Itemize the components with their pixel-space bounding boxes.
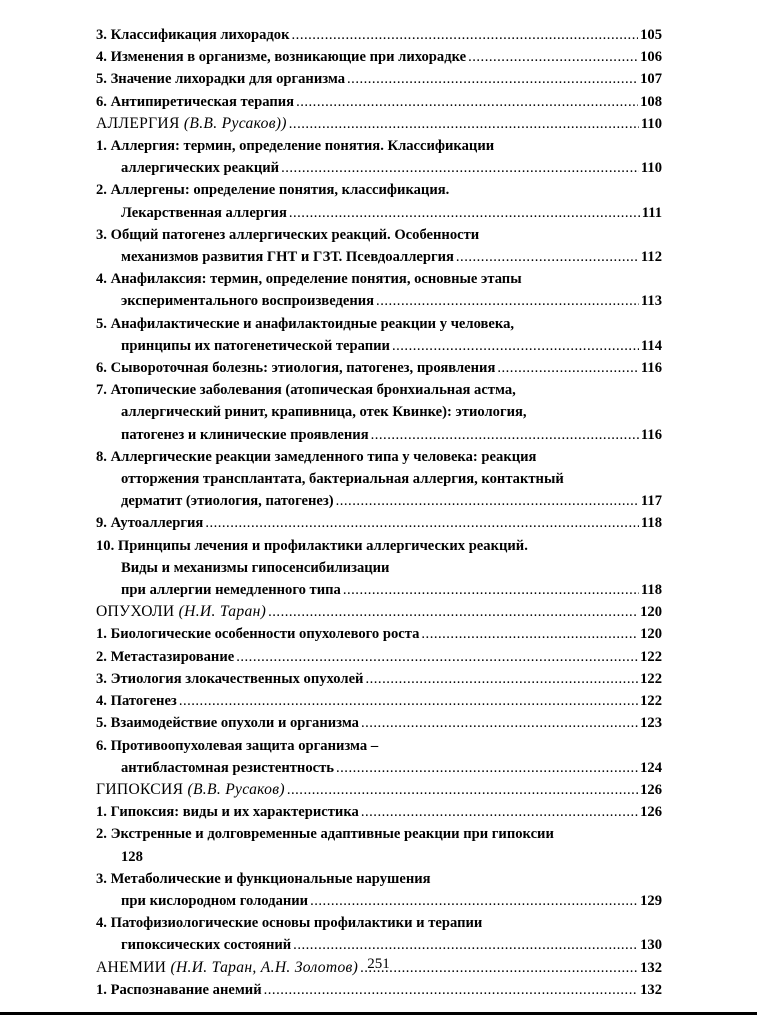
section-title — [96, 113, 287, 135]
page-ref: 120 — [640, 604, 662, 621]
toc-section-heading — [96, 113, 662, 135]
leader-dots — [264, 979, 638, 1001]
page-ref: 126 — [640, 804, 662, 821]
toc-entry — [96, 623, 662, 645]
leader-dots — [365, 668, 638, 690]
entry-text: аллергический ринит, крапивница, отек Квинке): этиология, — [121, 404, 527, 421]
leader-dots — [336, 757, 638, 779]
page-ref: 112 — [640, 249, 662, 266]
entry-text: 128 — [121, 848, 143, 865]
leader-dots — [468, 46, 638, 68]
entry-text: 2. Аллергены: определение понятия, классификация. — [96, 182, 450, 199]
section-name: АЛЛЕРГИЯ — [96, 114, 180, 132]
leader-dots — [392, 335, 639, 357]
leader-dots — [371, 424, 639, 446]
leader-dots — [236, 646, 638, 668]
section-name: ОПУХОЛИ — [96, 603, 175, 621]
entry-text: 4. Анафилаксия: термин, определение понятия, основные этапы — [96, 271, 522, 288]
toc-section-heading — [96, 601, 662, 623]
section-name: АНЕМИИ — [96, 958, 167, 976]
entry-text: гипоксических состояний — [121, 937, 292, 954]
page-ref: 129 — [640, 892, 662, 909]
entry-text: 4. Патогенез — [96, 693, 177, 710]
toc-entry — [96, 646, 662, 668]
toc-entry — [96, 801, 662, 823]
leader-dots — [347, 68, 638, 90]
entry-text: аллергических реакций — [121, 160, 280, 177]
page-ref: 111 — [641, 204, 662, 221]
entry-text: 1. Биологические особенности опухолевого роста — [96, 626, 420, 643]
section-title — [96, 601, 266, 623]
page-ref: 113 — [640, 293, 662, 310]
leader-dots — [296, 91, 638, 113]
entry-text: отторжения трансплантата, бактериальная аллергия, контактный — [121, 471, 564, 488]
entry-text: 3. Этиология злокачественных опухолей — [96, 670, 364, 687]
page-ref: 110 — [640, 160, 662, 177]
toc-entry — [96, 823, 662, 867]
toc-entry — [96, 979, 662, 1001]
leader-dots — [205, 512, 639, 534]
page-ref: 108 — [640, 93, 662, 110]
entry-text: 1. Аллергия: термин, определение понятия. Классификации — [96, 138, 495, 155]
toc-entry — [96, 46, 662, 68]
toc-entry — [96, 357, 662, 379]
leader-dots — [287, 779, 638, 801]
leader-dots — [292, 24, 639, 46]
entry-text: 4. Патофизиологические основы профилактики и терапии — [96, 915, 483, 932]
toc-entry — [96, 446, 662, 513]
toc-entry — [96, 268, 662, 312]
toc-entry — [96, 912, 662, 956]
page-ref: 107 — [640, 71, 662, 88]
page-ref: 124 — [640, 759, 662, 776]
toc-entry — [96, 379, 662, 446]
entry-text: 2. Экстренные и долговременные адаптивные реакции при гипоксии — [96, 826, 554, 843]
entry-text: 8. Аллергические реакции замедленного типа у человека: реакция — [96, 448, 537, 465]
page-number: 251 — [367, 956, 390, 972]
entry-text: патогенез и клинические проявления — [121, 426, 369, 443]
entry-text: дерматит (этиология, патогенез) — [121, 493, 334, 510]
toc-entry — [96, 735, 662, 779]
page-ref: 105 — [640, 27, 662, 43]
entry-text: 3. Общий патогенез аллергических реакций. Особенности — [96, 226, 480, 243]
entry-text: 10. Принципы лечения и профилактики аллергических реакций. — [96, 537, 528, 554]
entry-text: антибластомная резистентность — [121, 759, 334, 776]
entry-text: 6. Антипиретическая терапия — [96, 93, 295, 110]
leader-dots — [336, 490, 639, 512]
leader-dots — [456, 246, 639, 268]
leader-dots — [179, 690, 638, 712]
page-ref: 122 — [640, 648, 662, 665]
table-of-contents — [96, 24, 662, 1001]
toc-section-heading — [96, 779, 662, 801]
toc-entry — [96, 24, 662, 46]
toc-entry — [96, 224, 662, 268]
toc-entry — [96, 512, 662, 534]
page-ref: 120 — [640, 626, 662, 643]
leader-dots — [281, 157, 639, 179]
page-ref: 106 — [640, 49, 662, 66]
entry-text: 6. Противоопухолевая защита организма – — [96, 737, 379, 754]
leader-dots — [293, 934, 638, 956]
entry-text: 7. Атопические заболевания (атопическая бронхиальная астма, — [96, 382, 516, 399]
page-ref: 117 — [640, 493, 662, 510]
toc-entry — [96, 690, 662, 712]
entry-text: 2. Метастазирование — [96, 648, 235, 665]
entry-text: при кислородном голодании — [121, 892, 309, 909]
leader-dots — [361, 712, 638, 734]
page-ref: 116 — [640, 360, 662, 377]
entry-text: 5. Значение лихорадки для организма — [96, 71, 346, 88]
leader-dots — [268, 601, 638, 623]
entry-text: Виды и механизмы гипосенсибилизации — [121, 559, 390, 576]
page-ref: 122 — [640, 693, 662, 710]
entry-text: 1. Распознавание анемий — [96, 981, 262, 998]
entry-text: экспериментального воспроизведения — [121, 293, 375, 310]
toc-entry — [96, 179, 662, 223]
section-author: (В.В. Русаков)) — [183, 114, 287, 132]
entry-text: Лекарственная аллергия — [121, 204, 287, 221]
section-title — [96, 779, 285, 801]
entry-text: механизмов развития ГНТ и ГЗТ. Псевдоаллергия — [121, 249, 454, 266]
page-ref: 132 — [640, 981, 662, 998]
toc-entry — [96, 535, 662, 602]
entry-text: 6. Сывороточная болезнь: этиология, патогенез, проявления — [96, 360, 496, 377]
toc-entry — [96, 313, 662, 357]
toc-entry — [96, 712, 662, 734]
page-ref: 116 — [640, 426, 662, 443]
page-ref: 118 — [640, 515, 662, 532]
section-author: (В.В. Русаков) — [187, 780, 285, 798]
entry-text: 4. Изменения в организме, возникающие при лихорадке — [96, 49, 467, 66]
page-ref: 118 — [640, 582, 662, 599]
entry-text: 5. Взаимодействие опухоли и организма — [96, 715, 359, 732]
leader-dots — [421, 623, 638, 645]
page-ref: 132 — [640, 959, 662, 976]
section-author: (Н.И. Таран, А.Н. Золотов) — [170, 958, 359, 976]
entry-text: 5. Анафилактические и анафилактоидные реакции у человека, — [96, 315, 515, 332]
entry-text: принципы их патогенетической терапии — [121, 337, 390, 354]
page-ref: 122 — [640, 670, 662, 687]
leader-dots — [343, 579, 639, 601]
entry-text: 1. Гипоксия: виды и их характеристика — [96, 804, 359, 821]
leader-dots — [497, 357, 639, 379]
toc-entry — [96, 668, 662, 690]
leader-dots — [310, 890, 638, 912]
bottom-rule — [0, 1012, 757, 1015]
entry-text: 3. Метаболические и функциональные нарушения — [96, 870, 431, 887]
toc-entry — [96, 135, 662, 179]
leader-dots — [289, 202, 640, 224]
page-ref: 126 — [640, 781, 662, 798]
page-ref: 110 — [640, 115, 662, 132]
toc-entry — [96, 91, 662, 113]
page-ref: 130 — [640, 937, 662, 954]
toc-entry — [96, 68, 662, 90]
entry-text: 3. Классификация лихорадок — [96, 27, 290, 43]
page-ref: 114 — [640, 337, 662, 354]
leader-dots — [376, 290, 639, 312]
leader-dots — [289, 113, 639, 135]
section-author: (Н.И. Таран) — [178, 603, 267, 621]
entry-text: при аллергии немедленного типа — [121, 582, 341, 599]
section-name: ГИПОКСИЯ — [96, 780, 184, 798]
leader-dots — [361, 801, 638, 823]
toc-entry — [96, 868, 662, 912]
page-ref: 123 — [640, 715, 662, 732]
entry-text: 9. Аутоаллергия — [96, 515, 204, 532]
